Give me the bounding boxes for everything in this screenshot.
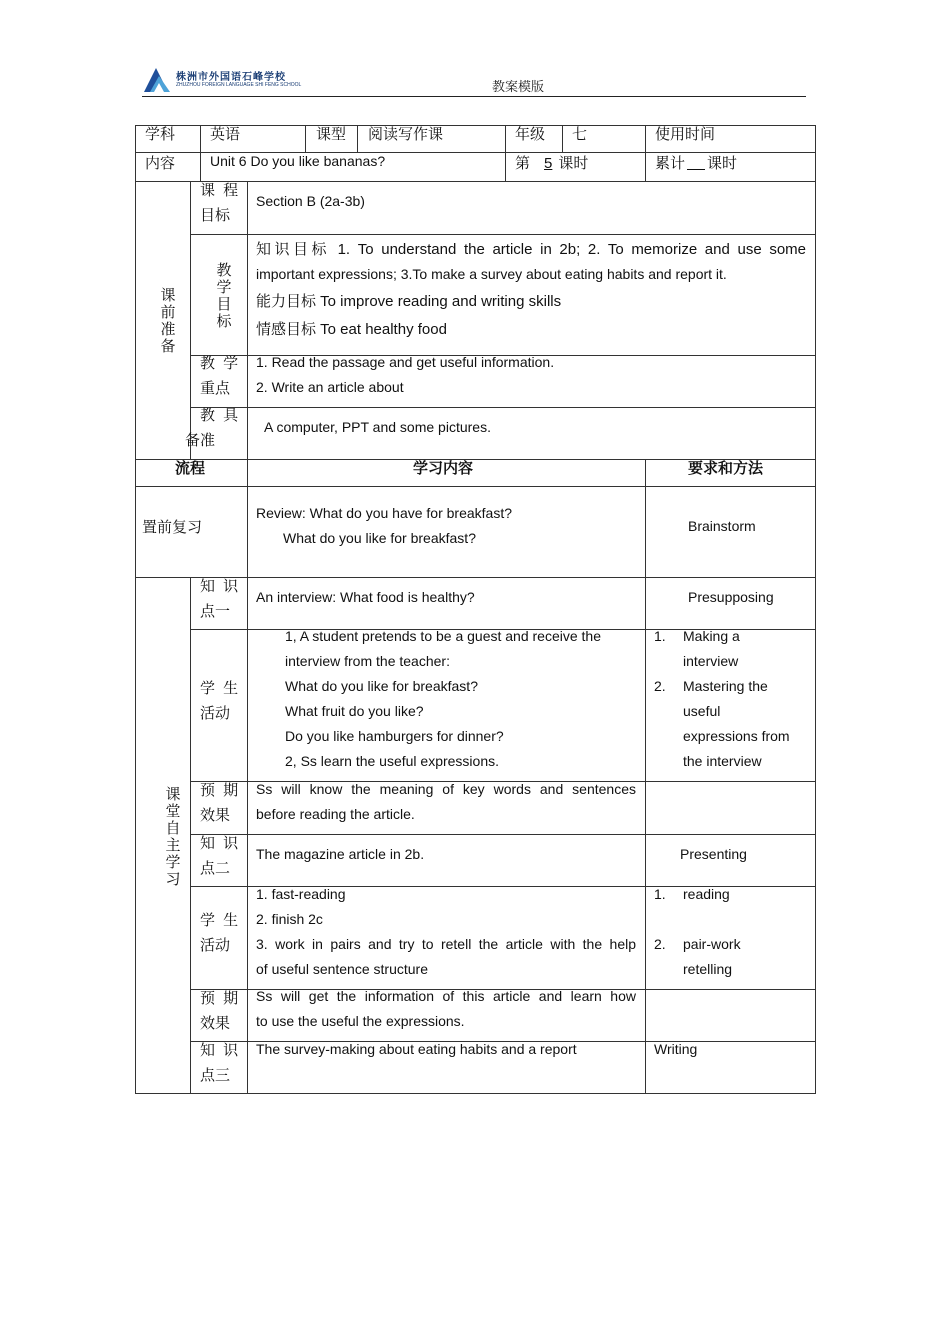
act2-method-num: 1. bbox=[654, 886, 666, 902]
flow-col-1: 流程 bbox=[175, 460, 206, 477]
kp2-method: Presenting bbox=[680, 846, 747, 862]
act2-method-2b: retelling bbox=[683, 961, 733, 977]
goal-value: Section B (2a-3b) bbox=[256, 193, 365, 209]
act1-line: interview from the teacher: bbox=[285, 653, 450, 669]
total-field bbox=[655, 151, 737, 176]
content-label: 内容 bbox=[145, 155, 176, 172]
school-name-cn: 株洲市外国语石峰学校 bbox=[176, 72, 286, 83]
act1-line: 1, A student pretends to be a guest and receive the bbox=[285, 628, 602, 644]
exp1-label-1: 预 期 bbox=[200, 782, 241, 799]
exp1-line-1: Ss will know the meaning of key words and sentences bbox=[256, 781, 636, 797]
act1-line: 2, Ss learn the useful expressions. bbox=[285, 753, 500, 769]
act2-line: 1. fast-reading bbox=[256, 886, 346, 902]
prep-side-label: 课前准备 bbox=[160, 287, 176, 355]
knowledge-goal-1: 知识目标 1. To understand the article in 2b; 2. To memorize and use some bbox=[256, 241, 806, 258]
act2-label-1: 学 生 bbox=[200, 912, 241, 929]
review-label: 置前复习 bbox=[142, 519, 203, 536]
subject-value: 英语 bbox=[210, 126, 241, 143]
goal-label-1: 课 程 bbox=[200, 182, 241, 199]
act2-line: of useful sentence structure bbox=[256, 961, 428, 977]
grade-value: 七 bbox=[572, 126, 588, 143]
total-post: 课时 bbox=[707, 155, 738, 172]
goal-label-2: 目标 bbox=[200, 207, 231, 224]
kp1-label-1: 知 识 bbox=[200, 578, 241, 595]
key-point-2: 2. Write an article about bbox=[256, 379, 404, 395]
kp1-label-2: 点一 bbox=[200, 603, 231, 620]
act1-method-line: expressions from bbox=[683, 728, 790, 744]
act1-method-num: 2. bbox=[654, 678, 666, 694]
act1-method-line: interview bbox=[683, 653, 739, 669]
act1-method-line: useful bbox=[683, 703, 721, 719]
exp1-line-2: before reading the article. bbox=[256, 806, 415, 822]
type-value: 阅读写作课 bbox=[368, 126, 444, 143]
flow-col-2: 学习内容 bbox=[413, 460, 474, 477]
act2-method-2a: pair-work bbox=[683, 936, 741, 952]
key-label-1: 教 学 bbox=[200, 355, 241, 372]
act1-label-2: 活动 bbox=[200, 705, 231, 722]
review-line-1: Review: What do you have for breakfast? bbox=[256, 505, 513, 521]
kp3-label-2: 点三 bbox=[200, 1067, 231, 1084]
flow-col-3: 要求和方法 bbox=[688, 460, 764, 477]
classroom-side-label: 课堂自主学习 bbox=[165, 786, 181, 888]
period-field bbox=[515, 151, 588, 176]
school-name-en: ZHUZHOU FOREIGN LANGUAGE SHI FENG SCHOOL bbox=[176, 82, 302, 88]
kp1-content: An interview: What food is healthy? bbox=[256, 589, 475, 605]
act1-line: Do you like hamburgers for dinner? bbox=[285, 728, 504, 744]
emotion-goal: 情感目标 To eat healthy food bbox=[256, 321, 447, 338]
key-point-1: 1. Read the passage and get useful information. bbox=[256, 354, 555, 370]
teach-goal-label: 教学目标 bbox=[216, 262, 232, 330]
kp3-content: The survey-making about eating habits and a report bbox=[256, 1041, 577, 1057]
exp2-label-2: 效果 bbox=[200, 1015, 231, 1032]
period-num: 5 bbox=[544, 155, 553, 172]
exp2-line-2: to use the useful the expressions. bbox=[256, 1013, 465, 1029]
kp3-method: Writing bbox=[654, 1041, 698, 1057]
key-label-2: 重点 bbox=[200, 380, 231, 397]
act1-method-line: Mastering the bbox=[683, 678, 768, 694]
exp2-label-1: 预 期 bbox=[200, 990, 241, 1007]
act1-label-1: 学 生 bbox=[200, 680, 241, 697]
act1-line: What fruit do you like? bbox=[285, 703, 424, 719]
subject-label: 学科 bbox=[145, 126, 176, 143]
review-line-2: What do you like for breakfast? bbox=[283, 530, 476, 546]
act2-label-2: 活动 bbox=[200, 937, 231, 954]
act2-line: 2. finish 2c bbox=[256, 911, 323, 927]
content-value: Unit 6 Do you like bananas? bbox=[210, 153, 386, 169]
total-pre: 累计 bbox=[655, 155, 686, 172]
knowledge-goal-2: important expressions; 3.To make a survey about eating habits and report it. bbox=[256, 266, 727, 282]
act2-line: 3. work in pairs and try to retell the article with the help bbox=[256, 936, 636, 952]
period-pre: 第 bbox=[515, 155, 531, 172]
review-method: Brainstorm bbox=[688, 518, 756, 534]
time-label: 使用时间 bbox=[655, 126, 716, 143]
act2-method-1: reading bbox=[683, 886, 730, 902]
exp2-line-1: Ss will get the information of this article and learn how bbox=[256, 988, 636, 1004]
kp1-method: Presupposing bbox=[688, 589, 774, 605]
act2-method-num: 2. bbox=[654, 936, 666, 952]
act1-method-line: Making a bbox=[683, 628, 740, 644]
act1-line: What do you like for breakfast? bbox=[285, 678, 478, 694]
kp2-label-1: 知 识 bbox=[200, 835, 241, 852]
period-post: 课时 bbox=[558, 155, 589, 172]
doc-title: 教案模版 bbox=[492, 79, 545, 94]
kp2-label-2: 点二 bbox=[200, 860, 231, 877]
grade-label: 年级 bbox=[515, 126, 546, 143]
type-label: 课型 bbox=[316, 126, 347, 143]
tools-value: A computer, PPT and some pictures. bbox=[264, 419, 491, 435]
tools-label-1: 教 具 bbox=[200, 407, 241, 424]
act1-method-line: the interview bbox=[683, 753, 762, 769]
page-header bbox=[142, 62, 806, 97]
ability-goal: 能力目标 To improve reading and writing skills bbox=[256, 293, 562, 310]
kp2-content: The magazine article in 2b. bbox=[256, 846, 425, 862]
tools-label-2: 备准 bbox=[185, 432, 216, 449]
act1-method-num: 1. bbox=[654, 628, 666, 644]
kp3-label-1: 知 识 bbox=[200, 1042, 241, 1059]
exp1-label-2: 效果 bbox=[200, 807, 231, 824]
